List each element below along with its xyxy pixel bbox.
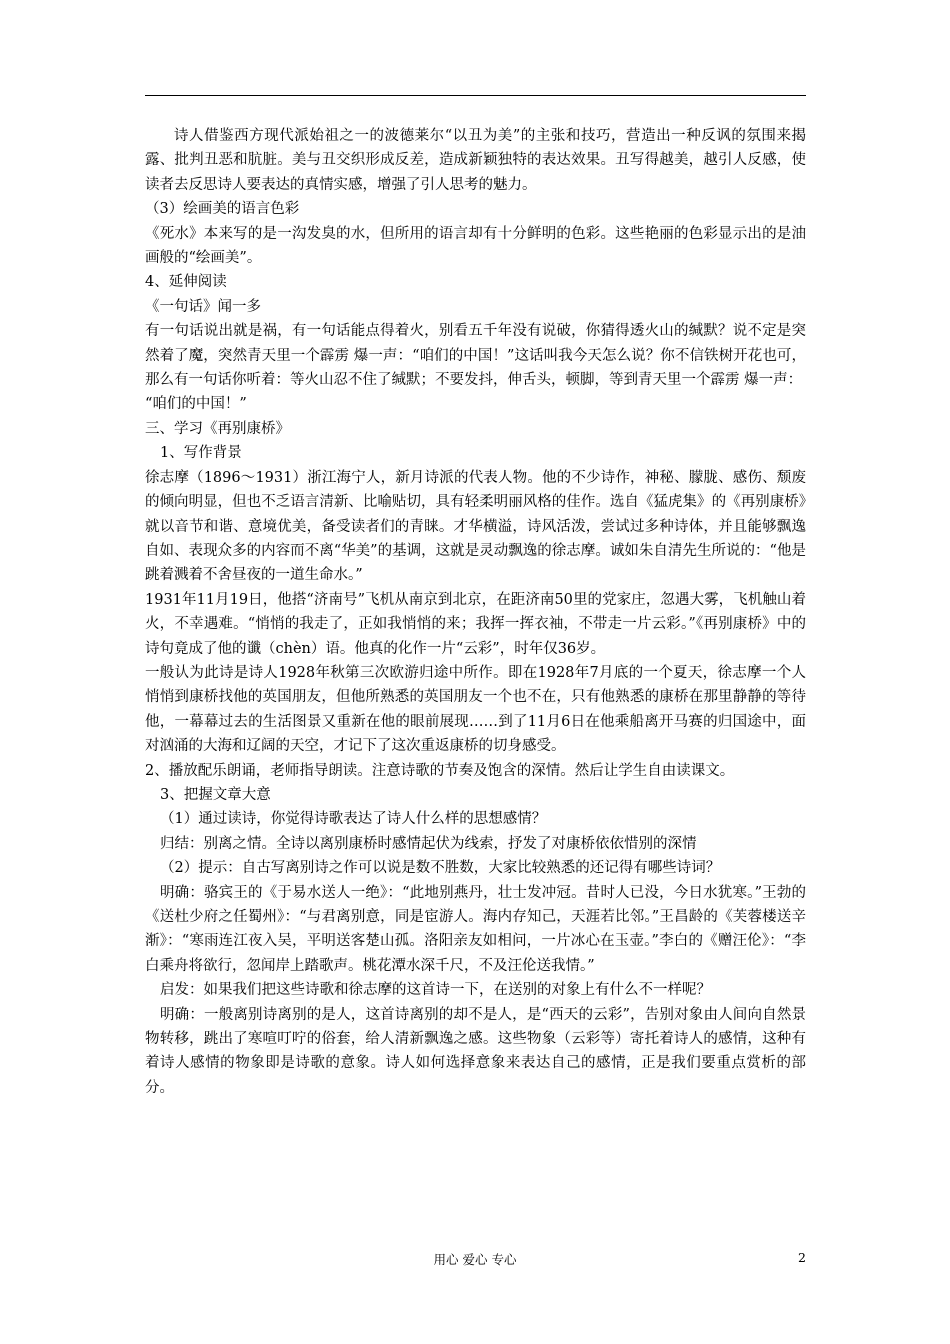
paragraph: 徐志摩（1896～1931）浙江海宁人，新月诗派的代表人物。他的不少诗作，神秘、朦胧、感伤、颓废的倾向明显，但也不乏语言清新、比喻贴切，具有轻柔明丽风格的佳作。选自《猛虎集》的《再别康桥》就以音节和谐、意境优美，备受读者们的青睐。才华横溢，诗风活泼，尝试过多种诗体，并且能够飘逸自如、表现众多的内容而不离“华美”的基调，这就是灵动飘逸的徐志摩。诚如朱自清先生所说的：“他是跳着溅着不舍昼夜的一道生命水。” — [145, 469, 806, 584]
paragraph: 3、把握文章大意 — [160, 786, 271, 803]
paragraph: 《一句话》闻一多 — [145, 298, 261, 315]
paragraph: “咱们的中国！” — [145, 396, 247, 413]
paragraph: 2、播放配乐朗诵，老师指导朗读。注意诗歌的节奏及饱含的深情。然后让学生自由读课文。 — [145, 762, 735, 779]
paragraph: 4、延伸阅读 — [145, 274, 227, 291]
page-number: 2 — [798, 1250, 806, 1265]
paragraph: 一般认为此诗是诗人1928年秋第三次欧游归途中所作。即在1928年7月底的一个夏天，徐志摩一个人悄悄到康桥找他的英国朋友，但他所熟悉的英国朋友一个也不在，只有他熟悉的康桥在那里静静的等待他，一幕幕过去的生活图景又重新在他的眼前展现……到了11月6日在他乘船离开马赛的归国途中，面对汹涌的大海和辽阔的天空，才记下了这次重返康桥的切身感受。 — [145, 664, 806, 755]
paragraph: 明确：一般离别诗离别的是人，这首诗离别的却不是人，是“西天的云彩”，告别对象由人间向自然景物转移，跳出了寒喧叮咛的俗套，给人清新飘逸之感。这些物象（云彩等）寄托着诗人的感情，这种有着诗人感情的物象即是诗歌的意象。诗人如何选择意象来表达自己的感情，正是我们要重点赏析的部分。 — [145, 1006, 806, 1096]
paragraph: 1931年11月19日，他搭“济南号”飞机从南京到北京，在距济南50里的党家庄，忽遇大雾，飞机触山着火，不幸遇难。“悄悄的我走了，正如我悄悄的来；我挥一挥衣袖，不带走一片云彩。”《再别康桥》中的诗句竟成了他的谶（chèn）语。他真的化作一片“云彩”，时年仅36岁。 — [145, 591, 806, 657]
paragraph: 三、学习《再别康桥》 — [145, 420, 290, 437]
paragraph: （1）通过读诗，你觉得诗歌表达了诗人什么样的思想感情？ — [160, 811, 547, 828]
footer-motto: 用心 爱心 专心 — [433, 1252, 517, 1267]
paragraph: 启发：如果我们把这些诗歌和徐志摩的这首诗一下，在送别的对象上有什么不一样呢？ — [160, 982, 711, 999]
paragraph: 诗人借鉴西方现代派始祖之一的波德莱尔“以丑为美”的主张和技巧，营造出一种反讽的氛围来揭露、批判丑恶和肮脏。美与丑交织形成反差，造成新颖独特的表达效果。丑写得越美，越引人反感，使读者去反思诗人要表达的真情实感，增强了引人思考的魅力。 — [145, 128, 806, 193]
paragraph: （3）绘画美的语言色彩 — [145, 201, 300, 218]
paragraph: 明确：骆宾王的《于易水送人一绝》：“此地别燕丹，壮士发冲冠。昔时人已没，今日水犹寒。”王勃的《送杜少府之任蜀州》：“与君离别意，同是宦游人。海内存知己，天涯若比邻。”王昌龄的《芙蓉楼送辛渐》：“寒雨连江夜入吴，平明送客楚山孤。洛阳亲友如相问，一片冰心在玉壶。”李白的《赠汪伦》：“李白乘舟将欲行，忽闻岸上踏歌声。桃花潭水深千尺，不及汪伦送我情。” — [145, 884, 806, 974]
document-body — [145, 124, 806, 1100]
paragraph: 归结：别离之情。全诗以离别康桥时感情起伏为线索，抒发了对康桥依依惜别的深情 — [160, 835, 697, 852]
paragraph: 1、写作背景 — [160, 445, 242, 462]
paragraph: （2）提示：自古写离别诗之作可以说是数不胜数，大家比较熟悉的还记得有哪些诗词？ — [160, 860, 721, 877]
paragraph: 《死水》本来写的是一沟发臭的水，但所用的语言却有十分鲜明的色彩。这些艳丽的色彩显示出的是油画般的“绘画美”。 — [145, 225, 806, 267]
paragraph: 有一句话说出就是祸，有一句话能点得着火，别看五千年没有说破，你猜得透火山的缄默？说不定是突然着了魔，突然青天里一个霹雳 爆一声：“咱们的中国！”这话叫我今天怎么说？你不信铁树开花也可，那么有一句话你听着：等火山忍不住了缄默；不要发抖，伸舌头，顿脚，等到青天里一个霹雳 爆一声： — [145, 323, 806, 389]
header-rule — [145, 95, 806, 96]
